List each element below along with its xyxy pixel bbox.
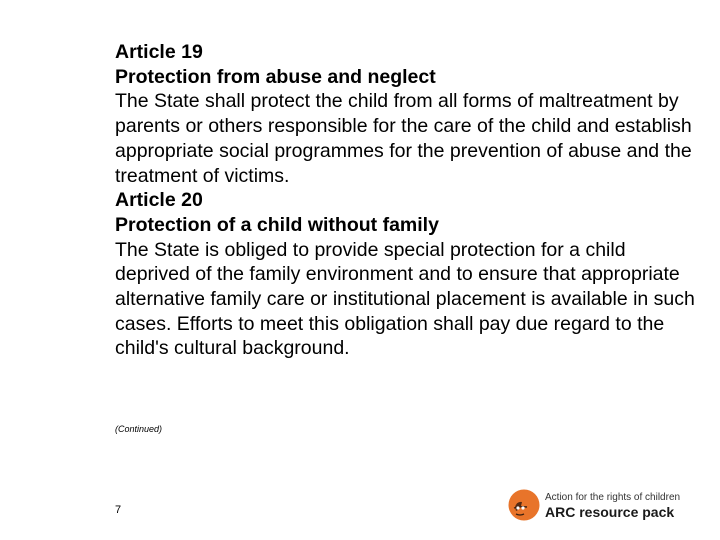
article-20-title: Protection of a child without family bbox=[115, 213, 439, 236]
article-19-number: Article 19 bbox=[115, 41, 203, 63]
article-20-text: The State is obliged to provide special protection for a child deprived of the family environment and to ensure that appropriate alternative family care or institutional placement is available in such cases. Efforts to meet this obligation shall pay due regard to the child's cultural background. bbox=[115, 238, 695, 360]
continued-note: (Continued) bbox=[115, 424, 163, 434]
arc-face-icon bbox=[508, 489, 540, 521]
logo-tagline: Action for the rights of children bbox=[545, 492, 681, 503]
article-19-text: The State shall protect the child from all forms of maltreatment by parents or others responsible for the care of the child and establish appropriate social programmes for the prevention of abuse and the treatment of victims. bbox=[115, 90, 692, 187]
document-body bbox=[115, 40, 695, 361]
arc-logo bbox=[508, 489, 708, 525]
article-19-title: Protection from abuse and neglect bbox=[115, 65, 436, 88]
article-20-number: Article 20 bbox=[115, 189, 203, 212]
logo-name: ARC resource pack bbox=[545, 504, 675, 520]
page-number: 7 bbox=[115, 504, 122, 516]
